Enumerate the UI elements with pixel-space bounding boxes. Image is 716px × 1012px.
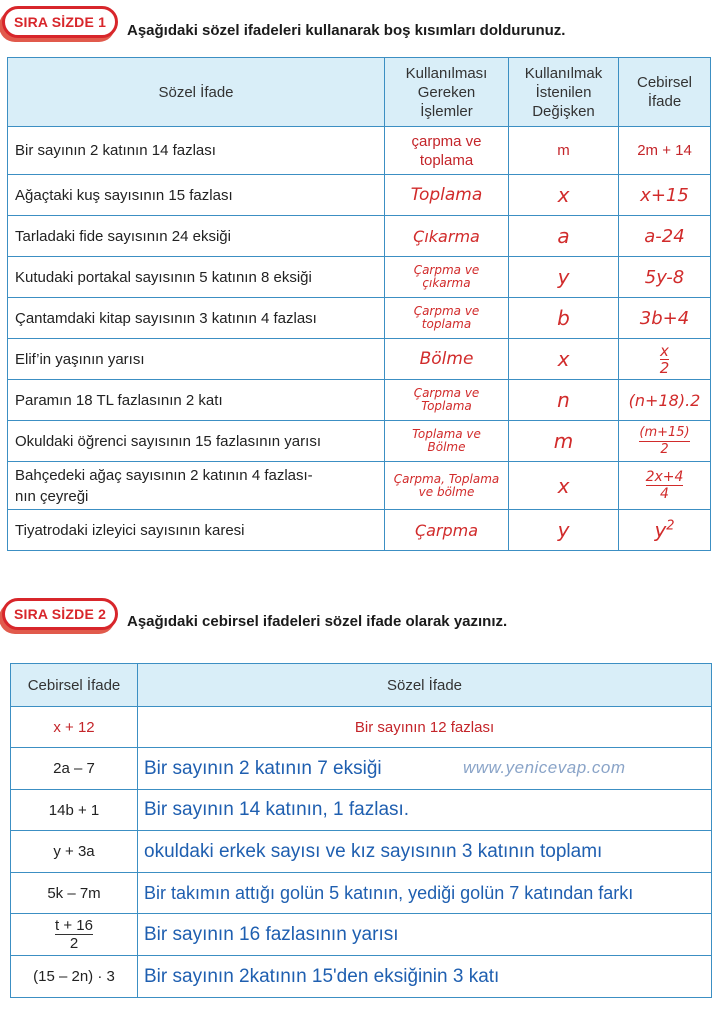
expression-cell [619, 339, 711, 380]
variable-cell: x [509, 462, 619, 510]
table-row [8, 127, 711, 175]
expression-cell: 5y-8 [619, 257, 711, 298]
verbal-cell: Okuldaki öğrenci sayısının 15 fazlasının yarısı [8, 421, 385, 462]
expression-cell: x+15 [619, 175, 711, 216]
variable-cell: y [509, 257, 619, 298]
section2-table [10, 663, 712, 998]
variable-cell: x [509, 175, 619, 216]
variable-cell: y [509, 510, 619, 551]
operations-cell: Çıkarma [385, 216, 509, 257]
header-verbal: Sözel İfade [138, 664, 712, 707]
table-row [11, 790, 712, 831]
watermark: www.yenicevap.com [463, 758, 626, 777]
variable-cell: a [509, 216, 619, 257]
verbal-cell: Bir sayının 2 katının 14 fazlası [8, 127, 385, 175]
verbal-cell: Tarladaki fide sayısının 24 eksiği [8, 216, 385, 257]
verbal-cell: Bir takımın attığı golün 5 katının, yediği golün 7 katından farkı [138, 873, 712, 914]
fraction: $\frac{t + 16}{2}$ [55, 917, 93, 952]
table-row [8, 510, 711, 551]
verbal-cell: Bir sayının 2katının 15'den eksiğinin 3 katı [138, 956, 712, 998]
table-header-row [8, 58, 711, 127]
operations-cell: çarpma ve toplama [385, 127, 509, 175]
verbal-cell: Kutudaki portakal sayısının 5 katının 8 eksiği [8, 257, 385, 298]
verbal-cell: okuldaki erkek sayısı ve kız sayısının 3 katının toplamı [138, 831, 712, 873]
operations-cell: Çarpma ve Toplama [385, 380, 509, 421]
table-row [11, 956, 712, 998]
operations-cell: Bölme [385, 339, 509, 380]
expression-cell: (15 – 2n) · 3 [11, 956, 138, 998]
section1-table [7, 57, 711, 551]
table-row [11, 914, 712, 956]
expression-cell: x + 12 [11, 707, 138, 748]
verbal-cell: Tiyatrodaki izleyici sayısının karesi [8, 510, 385, 551]
verbal-cell: Bir sayının 14 katının, 1 fazlası. [138, 790, 712, 831]
table-row [8, 462, 711, 510]
table-row [8, 257, 711, 298]
section1-instruction: Aşağıdaki sözel ifadeleri kullanarak boş kısımları doldurunuz. [127, 22, 566, 39]
variable-cell: n [509, 380, 619, 421]
operations-cell: Çarpma [385, 510, 509, 551]
verbal-cell: Paramın 18 TL fazlasının 2 katı [8, 380, 385, 421]
table-row [11, 831, 712, 873]
variable-cell: x [509, 339, 619, 380]
header-verbal: Sözel İfade [8, 58, 385, 127]
table-row [8, 298, 711, 339]
section2-instruction: Aşağıdaki cebirsel ifadeleri sözel ifade olarak yazınız. [127, 613, 508, 630]
expression-cell: y + 3a [11, 831, 138, 873]
variable-cell: m [509, 127, 619, 175]
operations-cell: Çarpma ve çıkarma [385, 257, 509, 298]
fraction: $\frac{x}{2}$ [659, 342, 670, 377]
fraction: $\frac{2x+4}{4}$ [645, 469, 684, 502]
expression-cell: 2a – 7 [11, 748, 138, 790]
verbal-cell: Bir sayının 12 fazlası [138, 707, 712, 748]
verbal-cell: Elif’in yaşının yarısı [8, 339, 385, 380]
section2-badge: SIRA SİZDE 2 [2, 598, 118, 630]
verbal-cell: Bahçedeki ağaç sayısının 2 katının 4 fazlası- nın çeyreği [8, 462, 385, 510]
expression-cell: 3b+4 [619, 298, 711, 339]
table-row [11, 873, 712, 914]
expression-cell: 5k – 7m [11, 873, 138, 914]
expression-cell [619, 421, 711, 462]
operations-cell: Çarpma ve toplama [385, 298, 509, 339]
expression-cell: $y^2$ [619, 510, 711, 551]
expression-cell: a-24 [619, 216, 711, 257]
header-algebraic: Cebirsel İfade [11, 664, 138, 707]
fraction: $\frac{(m+15)}{2}$ [639, 424, 690, 457]
table-row [8, 175, 711, 216]
verbal-cell: Bir sayının 16 fazlasının yarısı [138, 914, 712, 956]
table-row [8, 216, 711, 257]
header-algebraic: Cebirsel İfade [619, 58, 711, 127]
table-row [11, 707, 712, 748]
variable-cell: b [509, 298, 619, 339]
expression-cell [11, 914, 138, 956]
expression-cell: 14b + 1 [11, 790, 138, 831]
expression-cell: 2m + 14 [619, 127, 711, 175]
expression-cell: (n+18).2 [619, 380, 711, 421]
operations-cell: Toplama [385, 175, 509, 216]
expression-cell [619, 462, 711, 510]
table-row [8, 380, 711, 421]
operations-cell: Toplama ve Bölme [385, 421, 509, 462]
verbal-cell: Çantamdaki kitap sayısının 3 katının 4 fazlası [8, 298, 385, 339]
header-variable: Kullanılmak İstenilen Değişken [509, 58, 619, 127]
table-row [8, 339, 711, 380]
verbal-cell: Bir sayının 2 katının 7 eksiği [138, 748, 712, 790]
table-row [8, 421, 711, 462]
section1-badge: SIRA SİZDE 1 [2, 6, 118, 38]
operations-cell: Çarpma, Toplama ve bölme [385, 462, 509, 510]
table-header-row [11, 664, 712, 707]
verbal-cell: Ağaçtaki kuş sayısının 15 fazlası [8, 175, 385, 216]
variable-cell: m [509, 421, 619, 462]
header-operations: Kullanılması Gereken İşlemler [385, 58, 509, 127]
